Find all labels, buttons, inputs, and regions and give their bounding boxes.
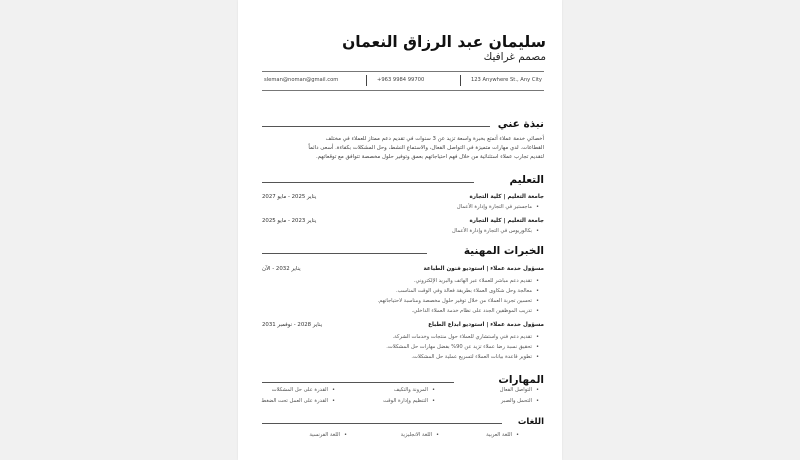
section-rule bbox=[262, 182, 474, 183]
job-bullet: تطوير قاعدة بيانات العملاء لتسريع عملية حل المشكلات. • bbox=[411, 354, 532, 360]
education-heading: التعليم bbox=[509, 174, 544, 186]
job-date: يناير 2028 - نوفمبر 2031 bbox=[262, 322, 323, 328]
job-bullet: تقديم دعم فني واستشاري للعملاء حول منتجات وخدمات الشركة. • bbox=[392, 334, 532, 340]
education-school: جامعة التعليم | كلية التجارة bbox=[469, 218, 544, 224]
skills-heading: المهارات bbox=[498, 374, 544, 386]
person-name: سليمان عبد الرزاق النعمان bbox=[342, 33, 546, 51]
education-entry bbox=[262, 218, 544, 227]
section-rule bbox=[262, 382, 454, 383]
education-detail: ماجستير في التجارة وإدارة الأعمال • bbox=[457, 204, 532, 210]
languages-section-header bbox=[262, 413, 544, 427]
skill-item: المرونة والتكيف • bbox=[394, 387, 428, 393]
education-school: جامعة التعليم | كلية التجارة bbox=[469, 194, 544, 200]
contact-divider bbox=[366, 75, 367, 86]
skills-section-header bbox=[262, 372, 544, 386]
job-title: مسؤول خدمة عملاء | استوديو ابداع الطباع bbox=[428, 322, 544, 328]
education-detail: بكالوريوس في التجارة وإدارة الأعمال • bbox=[452, 228, 532, 234]
language-item: اللغة الانجليزية • bbox=[401, 432, 432, 438]
skill-item: القدرة على العمل تحت الضغط • bbox=[261, 398, 328, 404]
about-line: لتقديم تجارب عملاء استثنائية من خلال فهم احتياجاتهم بعمق وتوفير حلول مخصصة تتوافق مع توقعاتهم. bbox=[315, 153, 544, 160]
job-bullet: تحسين تجربة العملاء من خلال توفير حلول مخصصة ومناسبة لاحتياجاتهم. • bbox=[377, 298, 532, 304]
job-title: مسؤول خدمة عملاء | استوديو فنون الطباعة bbox=[423, 266, 544, 272]
about-line: القطاعات. لدي مهارات متميزة في التواصل الفعال، والاستماع النشط، وحل المشكلات بكفاءة. أسعى دائماً bbox=[308, 144, 544, 151]
job-bullet: تقديم دعم مباشر للعملاء عبر الهاتف والبريد الإلكتروني. • bbox=[414, 278, 532, 284]
about-heading: نبذة عني bbox=[497, 118, 544, 130]
experience-heading: الخبرات المهنية bbox=[463, 245, 544, 257]
education-date: يناير 2023 - مايو 2025 bbox=[262, 218, 317, 224]
skill-item: التواصل الفعال • bbox=[500, 387, 532, 393]
languages-heading: اللغات bbox=[517, 417, 544, 427]
job-entry bbox=[262, 322, 544, 331]
language-item: اللغة الفرنسية • bbox=[309, 432, 340, 438]
education-section-header bbox=[262, 172, 544, 186]
about-paragraph bbox=[262, 135, 544, 162]
section-rule bbox=[262, 126, 490, 127]
education-entry bbox=[262, 194, 544, 203]
section-rule bbox=[262, 253, 427, 254]
job-bullet: معالجة وحل شكاوى العملاء بطريقة فعالة وفي الوقت المناسب. • bbox=[396, 288, 532, 294]
contact-email: sleman@noman@gmail.com bbox=[264, 77, 339, 83]
contact-divider bbox=[460, 75, 461, 86]
job-date: يناير 2032 - الآن bbox=[262, 266, 301, 272]
about-line: أخصائي خدمة عملاء أتمتع بخبرة واسعة تزيد عن 3 سنوات في تقديم دعم ممتاز للعملاء في مختلف bbox=[325, 136, 544, 142]
contact-address: 123 Anywhere St., Any City bbox=[470, 77, 542, 83]
contact-phone: +963 9984 99700 bbox=[377, 77, 425, 83]
contact-bar bbox=[262, 71, 544, 91]
resume-page bbox=[238, 0, 562, 460]
job-bullet: تدريب الموظفين الجدد على نظام خدمة العملاء الداخلي. • bbox=[412, 308, 532, 314]
skill-item: التنظيم وإدارة الوقت • bbox=[383, 398, 428, 404]
skill-item: القدرة على حل المشكلات • bbox=[272, 387, 328, 393]
section-rule bbox=[262, 423, 502, 424]
education-date: يناير 2025 - مايو 2027 bbox=[262, 194, 317, 200]
experience-section-header bbox=[262, 243, 544, 257]
language-item: اللغة العربية • bbox=[486, 432, 512, 438]
job-bullet: تحقيق نسبة رضا عملاء تزيد عن 90% بفضل مهارات حل المشكلات. • bbox=[386, 344, 532, 350]
job-title: مصمم غرافيك bbox=[483, 51, 546, 63]
skill-item: التحمل والصبر • bbox=[501, 398, 532, 404]
about-section-header bbox=[262, 116, 544, 130]
job-entry bbox=[262, 266, 544, 275]
